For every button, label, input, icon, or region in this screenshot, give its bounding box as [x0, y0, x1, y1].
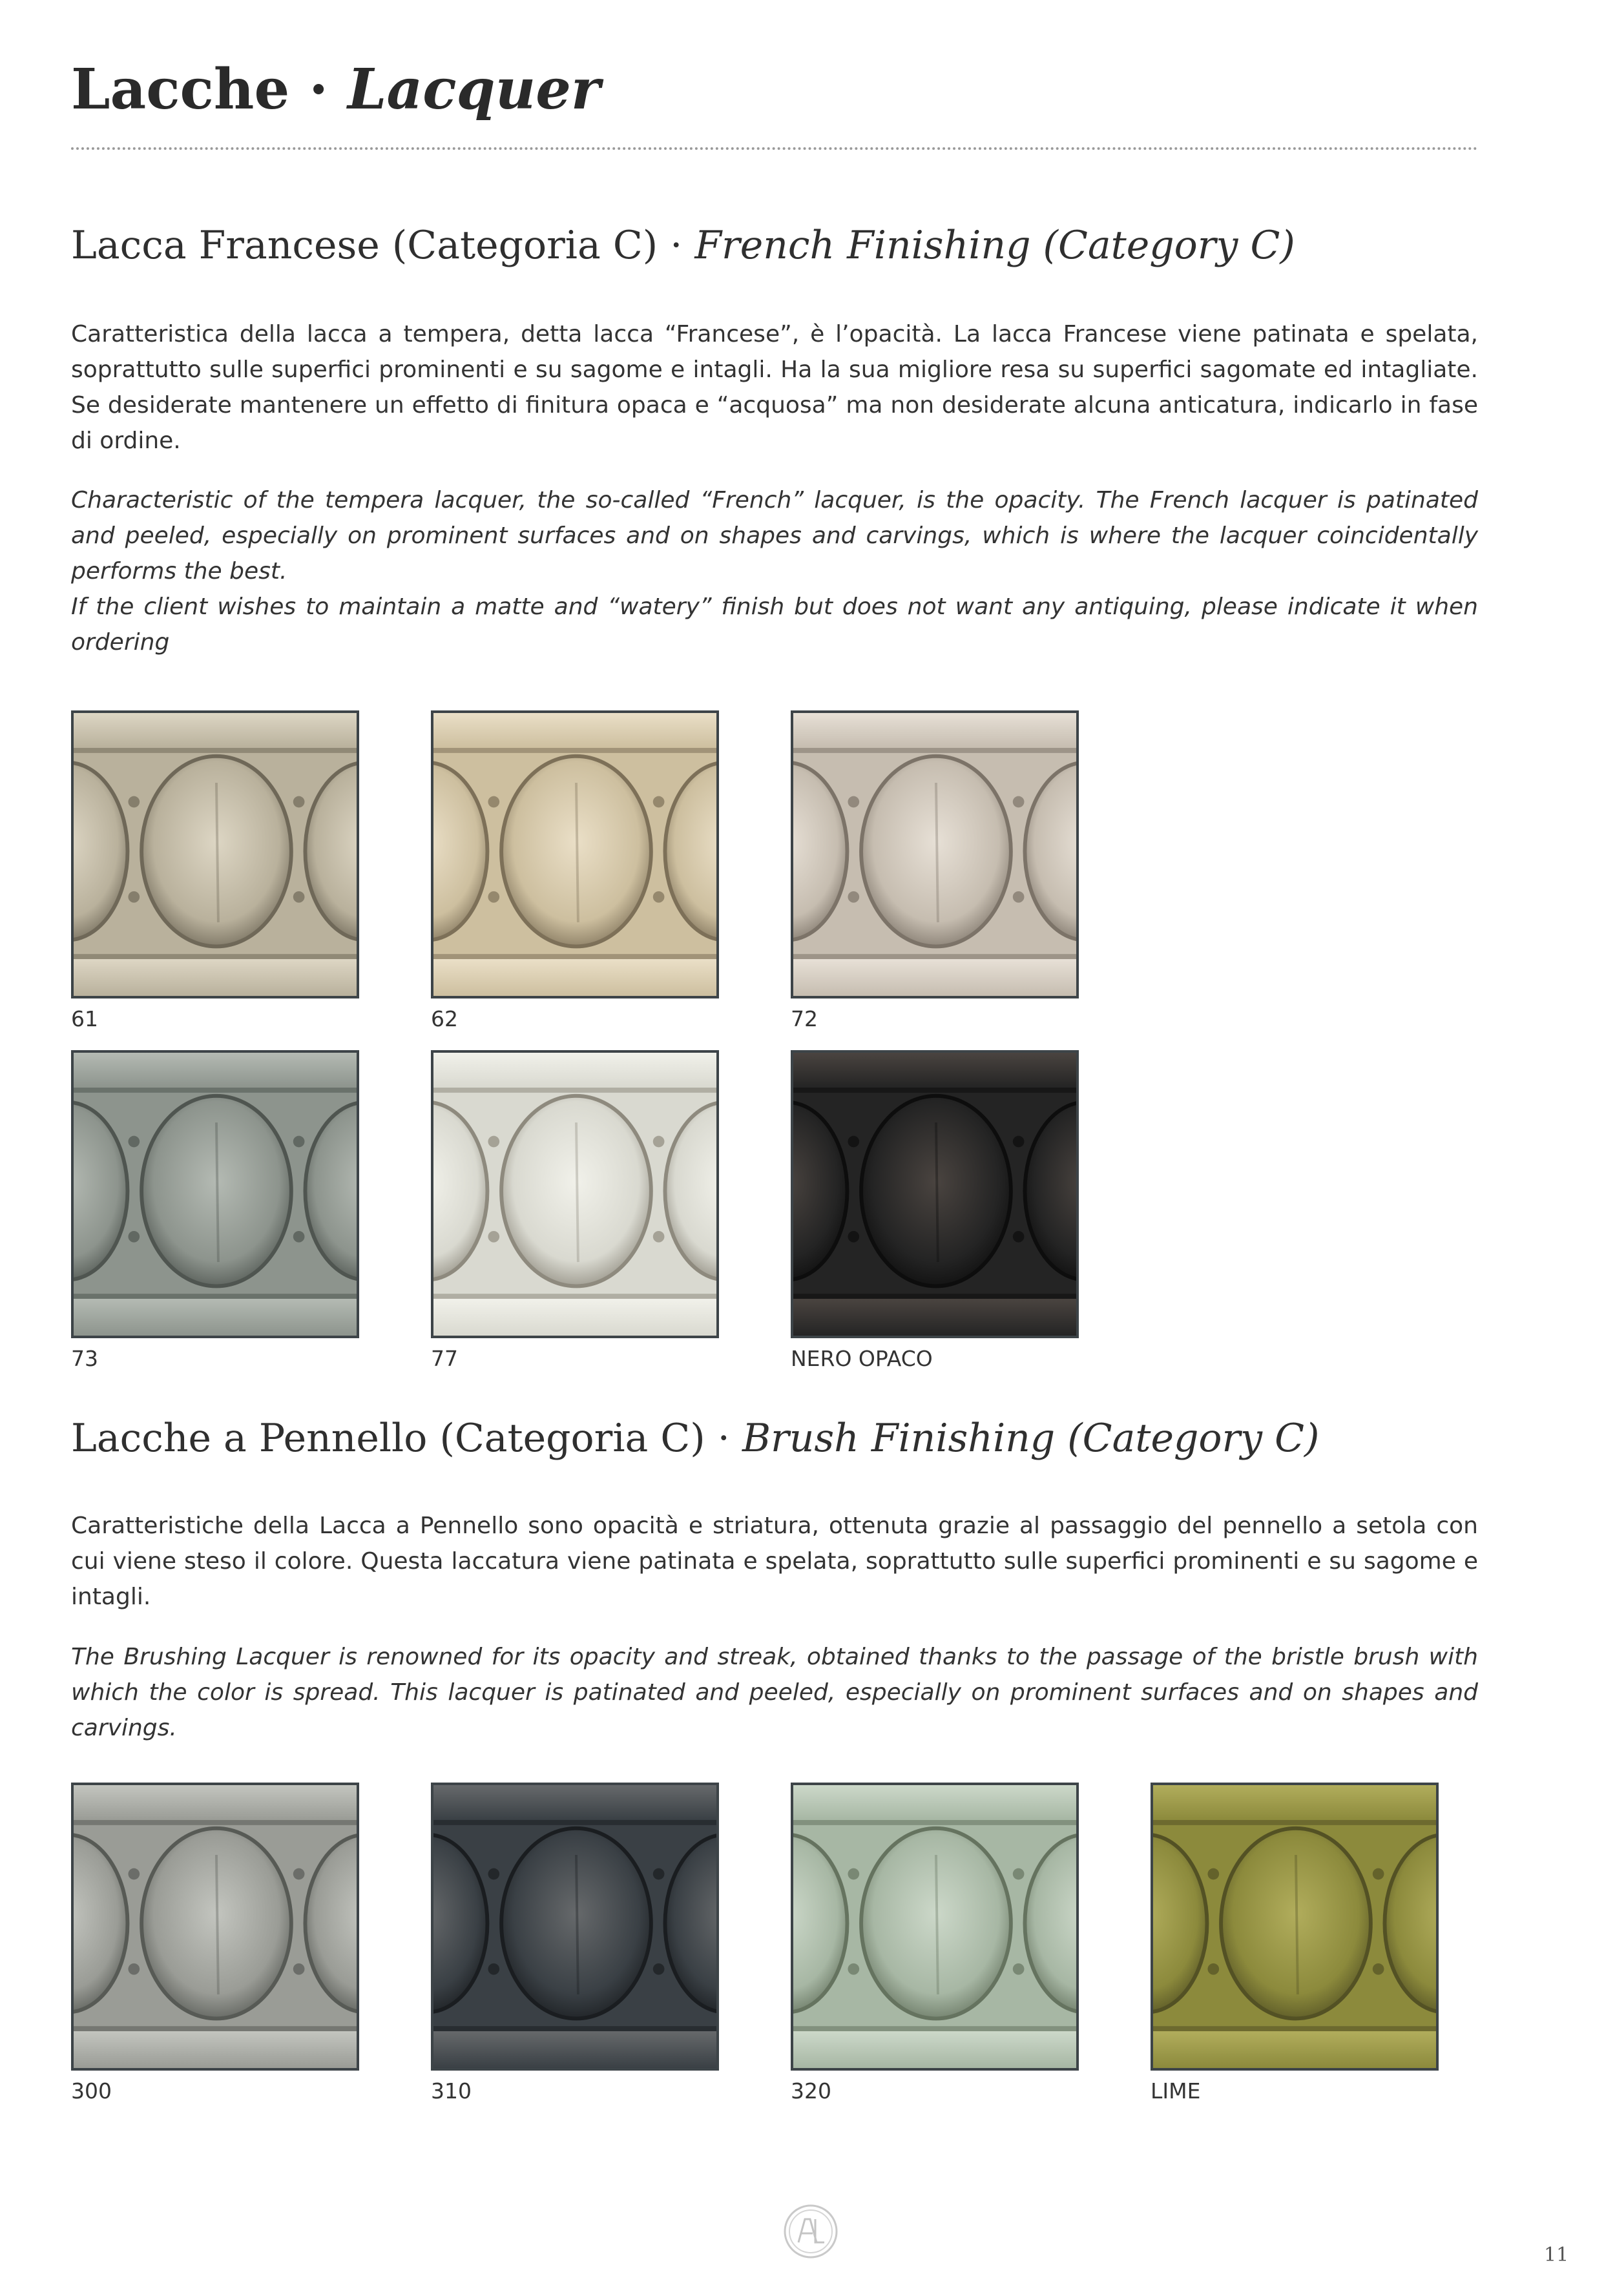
swatch-code-62: 62	[431, 1006, 458, 1031]
swatch-lime	[1151, 1783, 1439, 2071]
brush-title-en: Brush Finishing (Category C)	[742, 1416, 1320, 1461]
swatch-code-300: 300	[71, 2078, 112, 2104]
brush-title-separator: ·	[705, 1416, 742, 1461]
swatch-code-72: 72	[791, 1006, 818, 1031]
swatch-72	[791, 710, 1079, 998]
french-text-it: Caratteristica della lacca a tempera, detta lacca “Francese”, è l’opacità. La lacca Francese viene patinata e spelata, soprattutto sulle superfici prominenti e su sagome e intagli. Ha la sua migliore resa su superfici sagomate ed intagliate. Se desiderate mantenere un effetto di finitura opaca e “acquosa” ma non desiderate alcuna anticatura, indicarlo in fase di ordine.	[71, 321, 1478, 454]
brush-text-it: Caratteristiche della Lacca a Pennello sono opacità e striatura, ottenuta grazie al passaggio del pennello a setola con cui viene steso il colore. Questa laccatura viene patinata e spelata, soprattutto sulle superfici prominenti e su sagome e intagli.	[71, 1513, 1478, 1610]
swatch-code-320: 320	[791, 2078, 831, 2104]
swatch-nero-opaco	[791, 1050, 1079, 1338]
swatch-73	[71, 1050, 359, 1338]
page-title-separator: ·	[289, 57, 348, 122]
side-section-label	[1550, 65, 1589, 323]
swatch-320	[791, 1783, 1079, 2071]
brush-section-title	[71, 1416, 1319, 1461]
page-title	[71, 57, 600, 122]
swatch-77	[431, 1050, 719, 1338]
swatch-code-77: 77	[431, 1346, 458, 1371]
french-section-title	[71, 223, 1295, 268]
page-title-it: Lacche	[71, 57, 290, 122]
french-text-en-1: Characteristic of the tempera lacquer, the so-called “French” lacquer, is the opacity. The French lacquer is patinated and peeled, especially on prominent surfaces and on shapes and carvings, which is where the lacquer coincidentally performs the best.	[71, 487, 1478, 584]
brush-title-it: Lacche a Pennello (Categoria C)	[71, 1416, 705, 1461]
swatch-62	[431, 710, 719, 998]
dotted-divider	[71, 147, 1478, 150]
swatch-code-310: 310	[431, 2078, 472, 2104]
swatch-code-nero-opaco: NERO OPACO	[791, 1346, 933, 1371]
page-title-en: Lacquer	[348, 57, 601, 122]
swatch-code-73: 73	[71, 1346, 98, 1371]
french-title-en: French Finishing (Category C)	[694, 223, 1295, 268]
swatch-310	[431, 1783, 719, 2071]
french-text-en-2: If the client wishes to maintain a matte and “watery” finish but does not want any antiquing, please indicate it when ordering	[71, 594, 1478, 656]
swatch-61	[71, 710, 359, 998]
french-title-separator: ·	[658, 223, 695, 268]
brand-logo-icon	[783, 2204, 839, 2259]
brush-text-en: The Brushing Lacquer is renowned for its opacity and streak, obtained thanks to the passage of the bristle brush with which the color is spread. This lacquer is patinated and peeled, especially on prominent surfaces and on shapes and carvings.	[71, 1644, 1478, 1741]
french-title-it: Lacca Francese (Categoria C)	[71, 223, 658, 268]
swatch-code-61: 61	[71, 1006, 98, 1031]
page-number: 11	[1544, 2244, 1569, 2266]
swatch-code-lime: LIME	[1151, 2078, 1201, 2104]
swatch-300	[71, 1783, 359, 2071]
